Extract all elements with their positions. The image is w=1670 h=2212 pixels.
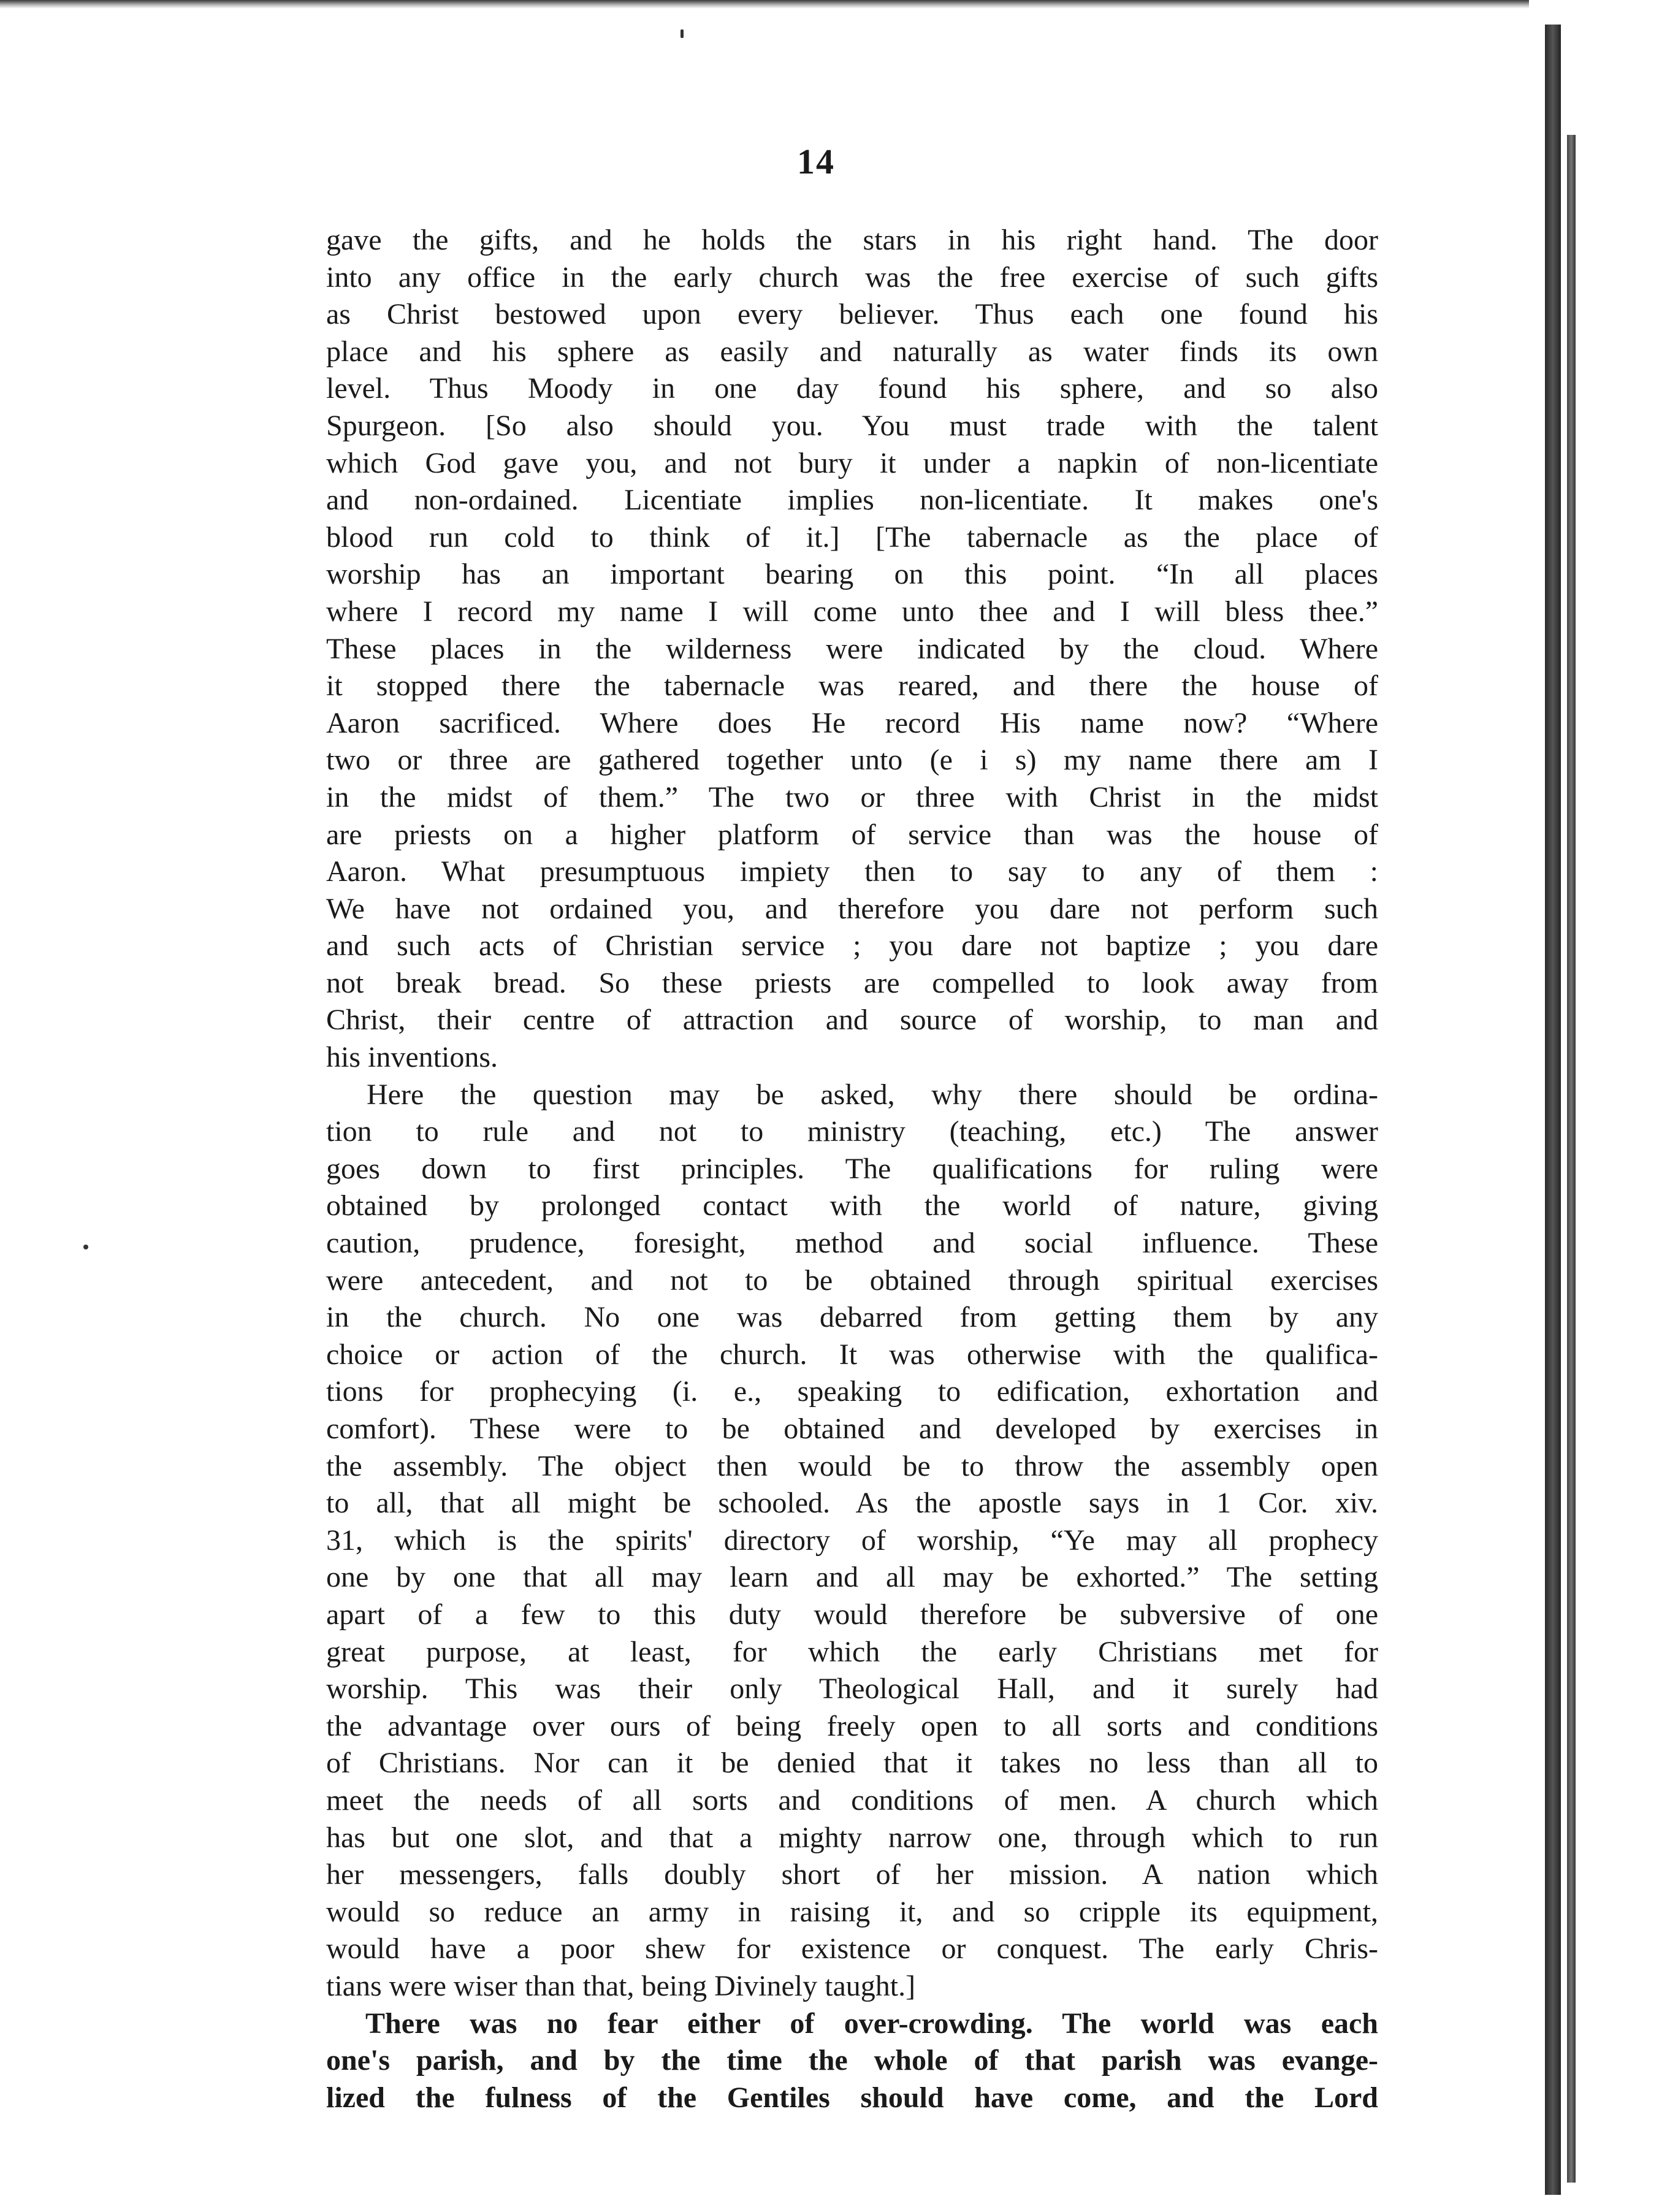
text-line: of Christians. Nor can it be denied that it takes no less than all to: [326, 1747, 1378, 1780]
text-line: her messengers, falls doubly short of her mission. A nation which: [326, 1858, 1378, 1891]
text-line: These places in the wilderness were indicated by the cloud. Where: [326, 632, 1378, 665]
text-line: in the church. No one was debarred from getting them by any: [326, 1301, 1378, 1334]
text-line: as Christ bestowed upon every believer. Thus each one found his: [326, 298, 1378, 331]
text-line: obtained by prolonged contact with the world of nature, giving: [326, 1189, 1378, 1222]
text-line: and non-ordained. Licentiate implies non-licentiate. It makes one's: [326, 484, 1378, 517]
text-line: meet the needs of all sorts and conditions of men. A church which: [326, 1783, 1378, 1817]
text-line: the advantage over ours of being freely open to all sorts and conditions: [326, 1709, 1378, 1742]
text-line: tions for prophecying (i. e., speaking to edification, exhortation and: [326, 1375, 1378, 1408]
text-line: gave the gifts, and he holds the stars in his right hand. The door: [326, 224, 1378, 256]
text-line: are priests on a higher platform of service than was the house of: [326, 818, 1378, 851]
text-line: blood run cold to think of it.] [The tabernacle as the place of: [326, 521, 1378, 554]
text-line: Here the question may be asked, why there should be ordina-: [367, 1078, 1378, 1111]
text-line: worship. This was their only Theological Hall, and it surely had: [326, 1672, 1378, 1706]
scan-speck: [681, 29, 684, 38]
body-text: [326, 222, 1378, 2116]
text-line: two or three are gathered together unto (e i s) my name there am I: [326, 744, 1378, 777]
text-line: choice or action of the church. It was otherwise with the qualifica-: [326, 1338, 1378, 1371]
text-line: comfort). These were to be obtained and developed by exercises in: [326, 1413, 1378, 1445]
text-line: apart of a few to this duty would therefore be subversive of one: [326, 1598, 1378, 1631]
text-line: where I record my name I will come unto thee and I will bless thee.”: [326, 595, 1378, 628]
text-line: the assembly. The object then would be to throw the assembly open: [326, 1449, 1378, 1482]
text-line: goes down to first principles. The qualifications for ruling were: [326, 1152, 1378, 1185]
text-line: 31, which is the spirits' directory of worship, “Ye may all prophecy: [326, 1524, 1378, 1557]
text-line: tians were wiser than that, being Divinely taught.]: [326, 1969, 916, 2002]
text-line: and such acts of Christian service ; you dare not baptize ; you dare: [326, 929, 1378, 963]
text-line: it stopped there the tabernacle was reared, and there the house of: [326, 669, 1378, 703]
text-line: Aaron sacrificed. Where does He record His name now? “Where: [326, 706, 1378, 739]
text-line: tion to rule and not to ministry (teaching, etc.) The answer: [326, 1115, 1378, 1148]
text-line: one's parish, and by the time the whole of that parish was evange-: [326, 2044, 1378, 2077]
scan-top-edge: [0, 0, 1670, 9]
text-line: not break bread. So these priests are compelled to look away from: [326, 966, 1378, 999]
text-line: lized the fulness of the Gentiles should have come, and the Lord: [326, 2081, 1378, 2114]
text-line: has but one slot, and that a mighty narrow one, through which to run: [326, 1821, 1378, 1854]
text-line: his inventions.: [326, 1041, 498, 1074]
book-binding-shadow: [1567, 135, 1576, 2183]
text-line: one by one that all may learn and all may be exhorted.” The setting: [326, 1561, 1378, 1594]
text-line: which God gave you, and not bury it under a napkin of non-licentiate: [326, 446, 1378, 479]
text-line: great purpose, at least, for which the early Christians met for: [326, 1635, 1378, 1668]
text-line: We have not ordained you, and therefore you dare not perform such: [326, 892, 1378, 925]
text-line: Christ, their centre of attraction and source of worship, to man and: [326, 1004, 1378, 1037]
text-line: caution, prudence, foresight, method and social influence. These: [326, 1227, 1378, 1260]
text-line: Aaron. What presumptuous impiety then to say to any of them :: [326, 855, 1378, 888]
final-paragraph: [326, 2005, 1378, 2117]
page-number: 14: [797, 142, 835, 181]
text-line: level. Thus Moody in one day found his sphere, and so also: [326, 372, 1378, 405]
text-line: into any office in the early church was the free exercise of such gifts: [326, 261, 1378, 294]
book-binding-edge: [1545, 25, 1561, 2195]
text-line: There was no fear either of over-crowding. The world was each: [365, 2007, 1378, 2040]
text-line: were antecedent, and not to be obtained through spiritual exercises: [326, 1264, 1378, 1297]
text-line: worship has an important bearing on this point. “In all places: [326, 558, 1378, 591]
text-line: would have a poor shew for existence or conquest. The early Chris-: [326, 1932, 1378, 1966]
text-line: to all, that all might be schooled. As the apostle says in 1 Cor. xiv.: [326, 1487, 1378, 1520]
text-line: place and his sphere as easily and naturally as water finds its own: [326, 335, 1378, 368]
text-line: in the midst of them.” The two or three with Christ in the midst: [326, 780, 1378, 814]
text-line: Spurgeon. [So also should you. You must trade with the talent: [326, 409, 1378, 442]
scan-speck: [83, 1245, 88, 1249]
text-line: would so reduce an army in raising it, and so cripple its equipment,: [326, 1895, 1378, 1928]
